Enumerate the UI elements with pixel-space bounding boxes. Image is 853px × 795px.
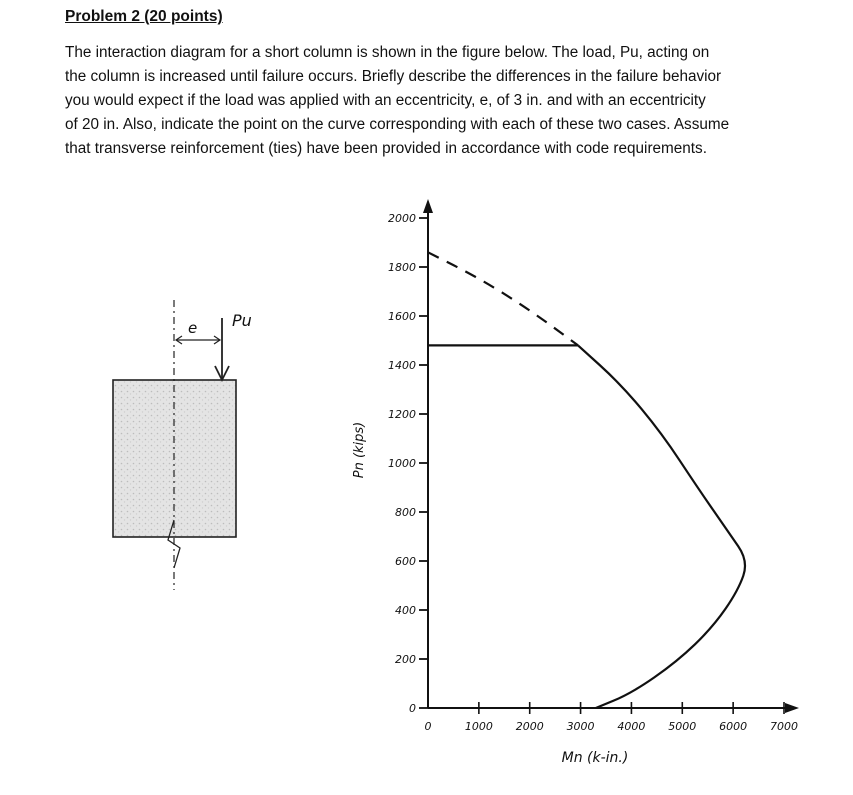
- axes-group: [423, 199, 799, 713]
- problem-heading: Problem 2 (20 points): [65, 8, 223, 25]
- series-theoretical-dashed: [428, 252, 578, 345]
- statement-line-1: The interaction diagram for a short column is shown in the figure below. The load, Pu, acting on: [65, 44, 710, 61]
- y-tick-label: 800: [395, 506, 416, 519]
- series-interaction-curve: [578, 345, 745, 708]
- y-tick-label: 1000: [388, 457, 416, 470]
- tick-layer: [388, 212, 798, 733]
- y-tick-label: 200: [395, 653, 416, 666]
- x-tick-label: 1000: [464, 720, 493, 733]
- interaction-diagram: [352, 199, 799, 766]
- eccentricity-label: e: [188, 319, 198, 337]
- y-axis-label: Pn (kips): [352, 421, 367, 479]
- series-layer: [428, 252, 745, 708]
- statement-line-2: the column is increased until failure occurs. Briefly describe the differences in the failure behavior: [65, 68, 722, 85]
- x-tick-label: 2000: [515, 720, 544, 733]
- x-tick-label: 3000: [566, 720, 595, 733]
- statement-line-5: that transverse reinforcement (ties) have been provided in accordance with code requirements.: [65, 140, 707, 157]
- x-tick-label: 4000: [617, 720, 646, 733]
- y-tick-label: 2000: [388, 212, 416, 225]
- y-tick-label: 1600: [388, 310, 416, 323]
- y-axis-arrowhead: [423, 199, 433, 213]
- y-tick-label: 0: [409, 702, 416, 715]
- y-tick-label: 1200: [388, 408, 416, 421]
- y-tick-label: 600: [395, 555, 416, 568]
- x-tick-label: 5000: [668, 720, 697, 733]
- x-axis-label: Mn (k-in.): [561, 750, 629, 766]
- x-tick-label: 0: [424, 720, 432, 733]
- y-tick-label: 400: [395, 604, 416, 617]
- x-tick-label: 6000: [719, 720, 748, 733]
- y-tick-label: 1400: [388, 359, 416, 372]
- load-label: Pu: [232, 311, 252, 330]
- x-axis-arrowhead: [785, 703, 799, 713]
- x-tick-label: 7000: [770, 720, 798, 733]
- statement-line-3: you would expect if the load was applied with an eccentricity, e, of 3 in. and with an eccentricity: [65, 92, 706, 109]
- column-sketch: [113, 300, 252, 590]
- y-tick-label: 1800: [388, 261, 416, 274]
- statement-line-4: of 20 in. Also, indicate the point on the curve corresponding with each of these two cases. Assume: [65, 116, 730, 133]
